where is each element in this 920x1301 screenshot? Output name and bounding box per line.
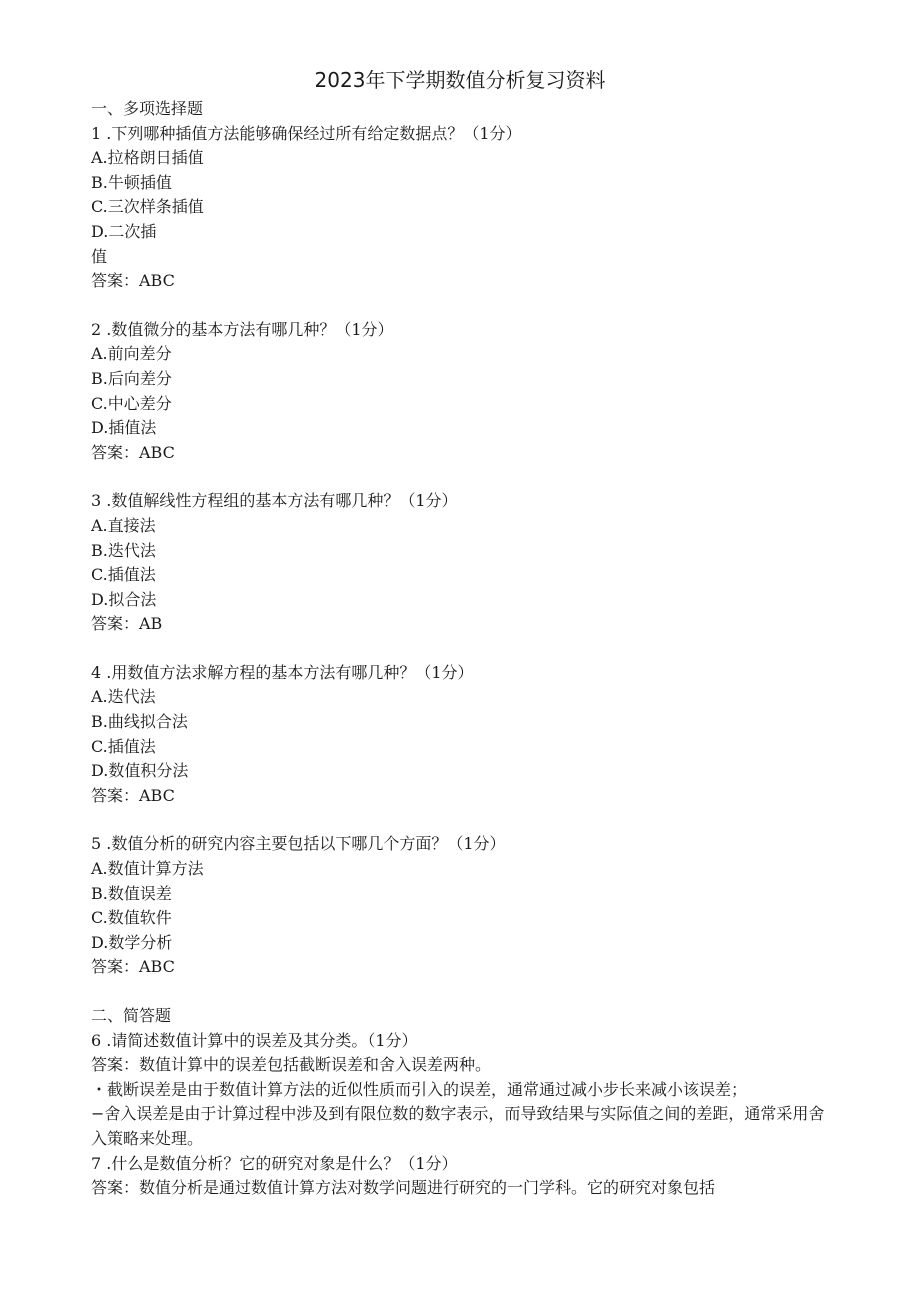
- question-stem: 5 .数值分析的研究内容主要包括以下哪几个方面？（1分）: [91, 834, 506, 854]
- option-d-continued: 值: [91, 246, 108, 266]
- option-a: A.迭代法: [91, 687, 156, 707]
- question-stem: 3 .数值解线性方程组的基本方法有哪几种？（1分）: [91, 491, 458, 511]
- answer: 答案：数值计算中的误差包括截断误差和舍入误差两种。: [91, 1055, 492, 1075]
- option-c: C.数值软件: [91, 908, 172, 928]
- answer: 答案：ABC: [91, 957, 175, 977]
- question-2: [91, 318, 831, 466]
- question-5: [91, 832, 831, 980]
- option-b: B.迭代法: [91, 540, 156, 560]
- question-stem: 4 .用数值方法求解方程的基本方法有哪几种？（1分）: [91, 662, 474, 682]
- question-stem: 1 .下列哪种插值方法能够确保经过所有给定数据点？（1分）: [91, 123, 522, 143]
- document-title: 2023年下学期数值分析复习资料: [314, 68, 606, 92]
- option-b: B.数值误差: [91, 883, 172, 903]
- answer: 答案：ABC: [91, 442, 175, 462]
- question-7: [91, 1152, 831, 1201]
- answer-detail-truncation-error: ・截断误差是由于数值计算方法的近似性质而引入的误差，通常通过减小步长来减小该误差；: [91, 1079, 748, 1099]
- option-b: B.后向差分: [91, 368, 172, 388]
- answer: 答案：AB: [91, 614, 163, 634]
- spacer: [91, 980, 831, 1004]
- question-stem: 2 .数值微分的基本方法有哪几种？（1分）: [91, 319, 394, 339]
- option-d: D.插值法: [91, 418, 157, 438]
- question-3: [91, 489, 831, 637]
- option-a: A.前向差分: [91, 344, 172, 364]
- option-d: D.数学分析: [91, 932, 173, 952]
- document-body: [91, 97, 831, 1201]
- option-d: D.拟合法: [91, 589, 157, 609]
- option-c: C.插值法: [91, 736, 156, 756]
- question-1: [91, 122, 831, 294]
- section-heading-short-answer: 二、简答题: [91, 1006, 172, 1025]
- spacer: [91, 808, 831, 832]
- spacer: [91, 294, 831, 318]
- question-4: [91, 661, 831, 809]
- option-d: D.二次插: [91, 221, 157, 241]
- answer-detail-rounding-error: −舍入误差是由于计算过程中涉及到有限位数的数字表示，而导致结果与实际值之间的差距，通常采用舍入策略来处理。: [91, 1104, 825, 1148]
- question-6: [91, 1029, 831, 1152]
- question-stem: 6 .请简述数值计算中的误差及其分类。（1分）: [91, 1030, 418, 1050]
- spacer: [91, 637, 831, 661]
- option-a: A.拉格朗日插值: [91, 148, 204, 168]
- answer: 答案：数值分析是通过数值计算方法对数学问题进行研究的一门学科。它的研究对象包括: [91, 1178, 716, 1198]
- question-stem: 7 .什么是数值分析？它的研究对象是什么？（1分）: [91, 1153, 458, 1173]
- option-c: C.三次样条插值: [91, 197, 204, 217]
- option-c: C.中心差分: [91, 393, 172, 413]
- spacer: [91, 465, 831, 489]
- option-c: C.插值法: [91, 565, 156, 585]
- option-b: B.曲线拟合法: [91, 712, 188, 732]
- option-d: D.数值积分法: [91, 761, 189, 781]
- answer: 答案：ABC: [91, 271, 175, 291]
- option-b: B.牛顿插值: [91, 172, 172, 192]
- section-heading-multiple-choice: 一、多项选择题: [91, 99, 204, 118]
- answer: 答案：ABC: [91, 785, 175, 805]
- option-a: A.数值计算方法: [91, 859, 204, 879]
- option-a: A.直接法: [91, 515, 156, 535]
